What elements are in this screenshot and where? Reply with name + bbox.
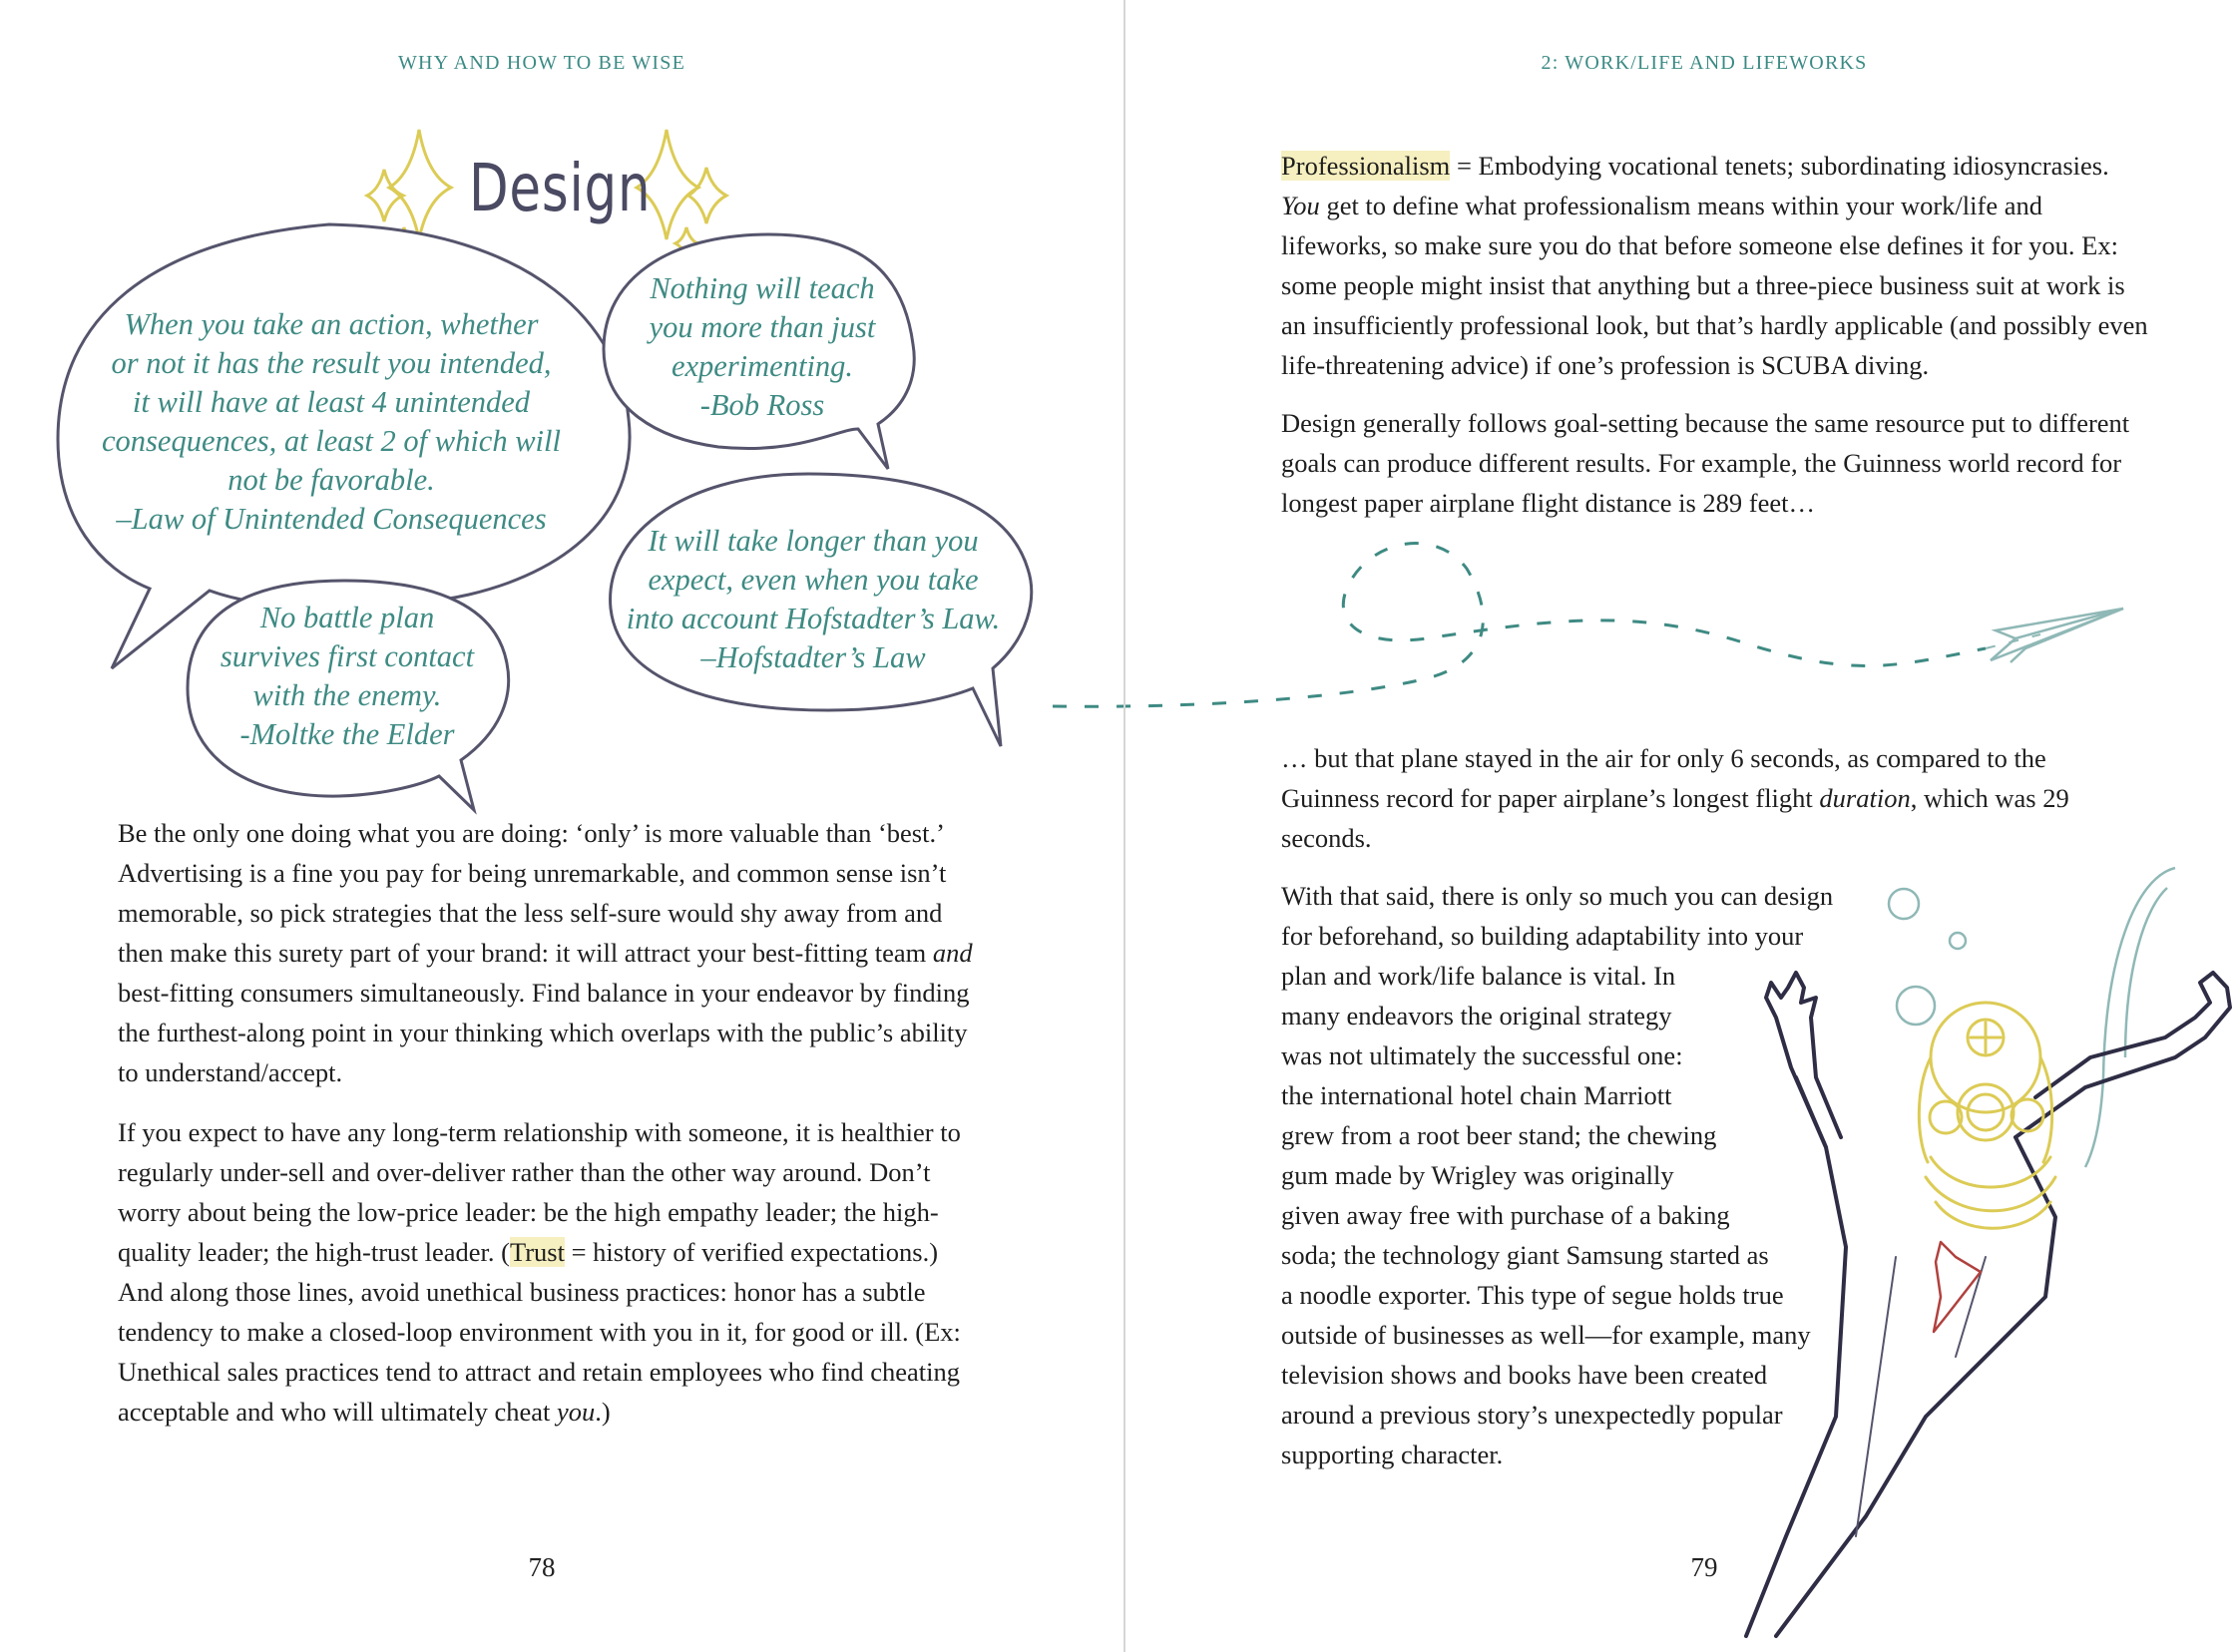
text-line: was not ultimately the successful one:	[1281, 1040, 1683, 1070]
text-run: Be the only one doing what you are doing: ‘only’ is more valuable than ‘best.’ Advertising is a fine you pay for being unremarkable, and common sense isn’t memorable, so pick strategies that the less self-sure would shy away from and then make this surety part of your brand: it will attract your best-fitting team	[118, 818, 947, 968]
paragraph-flight-duration	[1281, 738, 2149, 876]
quote-attribution: –Hofstadter’s Law	[700, 640, 926, 674]
paragraph	[1281, 146, 2149, 385]
right-page	[1125, 0, 2239, 1652]
text-line: around a previous story’s unexpectedly popular	[1281, 1400, 1783, 1430]
text-line: gum made by Wrigley was originally	[1281, 1160, 1674, 1190]
text-line: many endeavors the original strategy	[1281, 1001, 1672, 1031]
text-run: .)	[595, 1397, 611, 1427]
text-run: best-fitting consumers simultaneously. Find balance in your endeavor by finding the furthest-along point in your thinking which overlaps with the public’s ability to understand/accept.	[118, 978, 970, 1087]
paragraph-trust	[118, 1112, 976, 1432]
text-line: With that said, there is only so much you can design	[1281, 881, 1834, 911]
text-line: for beforehand, so building adaptability into your	[1281, 921, 1804, 951]
text-line: given away free with purchase of a baking	[1281, 1200, 1730, 1230]
quote-line: not be favorable.	[227, 463, 435, 497]
quote-attribution: -Bob Ross	[699, 388, 825, 422]
highlighted-term-trust: Trust	[509, 1237, 565, 1267]
quote-line: it will have at least 4 unintended	[132, 385, 531, 419]
text-run: = Embodying vocational tenets; subordinating idiosyncrasies.	[1450, 151, 2109, 181]
quote-line: experimenting.	[671, 349, 854, 383]
text-line: outside of businesses as well—for example, many	[1281, 1320, 1811, 1350]
quote-line: Nothing will teach	[650, 271, 875, 305]
paragraph-only-not-best	[118, 813, 976, 1092]
quote-attribution: –Law of Unintended Consequences	[116, 502, 547, 536]
quote-moltke	[178, 599, 517, 754]
quote-line: No battle plan	[259, 601, 435, 634]
text-run: If you expect to have any long-term relationship with someone, it is healthier to regularly under-sell and over-deliver rather than the other way around. Don’t worry about being the low-price leader: be the high empathy leader; the high-quality leader; the high-trust leader. (	[118, 1117, 961, 1267]
highlighted-term-professionalism: Professionalism	[1281, 151, 1451, 181]
emphasis-text: duration	[1819, 783, 1911, 813]
text-run: , which was 29 seconds.	[1281, 783, 2069, 853]
right-running-head: 2: WORK/LIFE AND LIFEWORKS	[1541, 52, 1868, 74]
text-run: = history of verified expectations.) And along those lines, avoid unethical business practices: honor has a subtle tendency to make a closed-loop environment with you in it, for good or ill. (Ex: Unethical sales practices tend to attract and retain employees who find cheating acceptable and who will ultimately cheat	[118, 1237, 961, 1427]
text-run: get to define what professionalism means within your work/life and lifeworks, so make sure you do that before someone else defines it for you. Ex: some people might insist that anything but a three-piece business suit at work is an insufficiently professional look, but that’s hardly applicable (and possibly even life-threatening advice) if one’s profession is SCUBA diving.	[1281, 191, 2148, 380]
left-running-head: WHY AND HOW TO BE WISE	[397, 52, 686, 74]
paragraph-professionalism	[1281, 146, 2149, 541]
quote-line: you more than just	[649, 310, 876, 344]
quote-line: or not it has the result you intended,	[111, 346, 552, 380]
emphasis-text: and	[932, 938, 973, 968]
quote-line: into account Hofstadter’s Law.	[626, 602, 1001, 635]
emphasis-text: You	[1281, 191, 1320, 220]
right-page-number: 79	[1690, 1552, 1718, 1582]
paragraph-adaptability	[1281, 876, 1840, 1492]
quote-bob-ross	[609, 269, 916, 425]
paragraph-design-goal-setting: Design generally follows goal-setting because the same resource put to different goals can produce different results. For example, the Guinness world record for longest paper airplane flight distance is 289 feet…	[1281, 408, 2130, 518]
text-line: soda; the technology giant Samsung started as	[1281, 1240, 1769, 1270]
quote-line: with the enemy.	[252, 678, 442, 712]
quote-line: expect, even when you take	[648, 563, 979, 597]
quote-unintended-consequences	[92, 305, 571, 539]
quote-attribution: -Moltke the Elder	[239, 717, 455, 751]
text-line: a noodle exporter. This type of segue holds true	[1281, 1280, 1784, 1310]
quote-hofstadter	[604, 522, 1023, 677]
quote-line: consequences, at least 2 of which will	[102, 424, 561, 458]
paragraph	[1281, 738, 2149, 858]
quote-line: When you take an action, whether	[124, 307, 539, 341]
section-title: Design	[469, 150, 652, 226]
paragraph	[1281, 876, 1840, 1474]
quote-line: It will take longer than you	[648, 524, 979, 558]
text-line: television shows and books have been created	[1281, 1360, 1768, 1390]
text-run: … but that plane stayed in the air for only 6 seconds, as compared to the Guinness record for paper airplane’s longest flight	[1281, 743, 2046, 813]
text-line: plan and work/life balance is vital. In	[1281, 961, 1676, 991]
emphasis-text: you	[557, 1397, 596, 1427]
left-page-number: 78	[528, 1552, 556, 1582]
text-line: grew from a root beer stand; the chewing	[1281, 1120, 1717, 1150]
text-line: the international hotel chain Marriott	[1281, 1080, 1672, 1110]
text-line: supporting character.	[1281, 1440, 1504, 1469]
quote-line: survives first contact	[220, 639, 475, 673]
left-body-text	[118, 813, 976, 1451]
